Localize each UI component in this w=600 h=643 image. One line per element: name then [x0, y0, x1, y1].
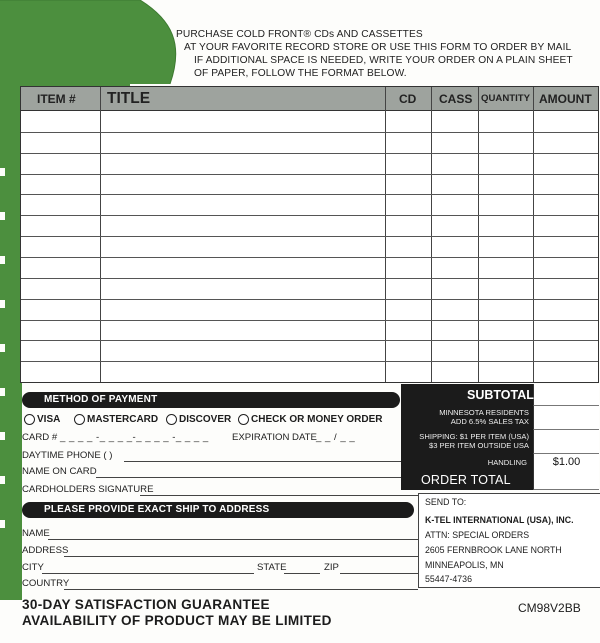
intro-line-4: OF PAPER, FOLLOW THE FORMAT BELOW. — [194, 68, 407, 79]
catalog-code: CM98V2BB — [518, 601, 581, 615]
expiration-date-label: EXPIRATION DATE — [232, 432, 317, 443]
cardholder-signature-label: CARDHOLDERS SIGNATURE — [22, 484, 154, 495]
table-row-divider — [21, 257, 598, 258]
discover-option[interactable] — [166, 414, 231, 425]
radio-circle-icon — [24, 414, 35, 425]
intro-line-1: PURCHASE COLD FRONT® CDs AND CASSETTES — [176, 29, 423, 40]
order-table — [20, 86, 599, 383]
ship-name-field[interactable] — [48, 539, 418, 540]
daytime-phone-label: DAYTIME PHONE ( ) — [22, 450, 113, 461]
mastercard-label: MASTERCARD — [87, 414, 159, 425]
cardholder-signature-field[interactable] — [140, 495, 418, 496]
table-row-divider — [21, 236, 598, 237]
shipping-note-line-2: $3 PER ITEM OUTSIDE USA — [428, 441, 529, 450]
availability-text: AVAILABILITY OF PRODUCT MAY BE LIMITED — [22, 613, 332, 628]
intro-line-3: IF ADDITIONAL SPACE IS NEEDED, WRITE YOUR ORDER ON A PLAIN SHEET — [194, 55, 573, 66]
table-row-divider — [21, 340, 598, 341]
table-row-divider — [21, 174, 598, 175]
intro-line-2: AT YOUR FAVORITE RECORD STORE OR USE THIS FORM TO ORDER BY MAIL — [184, 42, 572, 53]
ship-city-label: CITY — [22, 562, 44, 573]
send-to-label: SEND TO: — [425, 497, 467, 507]
title-column-header: TITLE — [107, 90, 151, 107]
ship-to-heading: PLEASE PROVIDE EXACT SHIP TO ADDRESS — [22, 502, 414, 518]
tax-amount-cell[interactable] — [533, 406, 599, 430]
table-row-divider — [21, 215, 598, 216]
tax-note-line-1: MINNESOTA RESIDENTS — [439, 408, 529, 417]
radio-circle-icon — [166, 414, 177, 425]
visa-label: VISA — [37, 414, 61, 425]
quantity-column-header: QUANTITY — [481, 93, 531, 104]
send-to-address-box — [418, 493, 600, 588]
card-number-field[interactable]: _ _ _ _ -_ _ _ _-_ _ _ _ -_ _ _ _ — [60, 432, 209, 443]
cd-column-header: CD — [399, 92, 417, 106]
item-column-header: ITEM # — [37, 92, 76, 106]
expiration-date-field[interactable]: _ _ / _ _ — [316, 432, 356, 443]
amount-column-header: AMOUNT — [539, 92, 592, 106]
tax-note — [401, 408, 529, 426]
table-row-divider — [21, 278, 598, 279]
cass-column-header: CASS — [439, 92, 473, 106]
send-to-city: MINNEAPOLIS, MN — [425, 560, 504, 570]
ship-state-field[interactable] — [284, 573, 320, 574]
ship-country-field[interactable] — [64, 589, 418, 590]
ship-zip-label: ZIP — [324, 562, 339, 573]
shipping-note — [401, 432, 529, 450]
mastercard-option[interactable] — [74, 414, 158, 425]
card-number-label: CARD # — [22, 432, 58, 443]
ship-name-label: NAME — [22, 528, 50, 539]
ship-address-label: ADDRESS — [22, 545, 69, 556]
name-on-card-label: NAME ON CARD — [22, 466, 97, 477]
send-to-street: 2605 FERNBROOK LANE NORTH — [425, 545, 562, 555]
ship-address-field[interactable] — [64, 556, 418, 557]
name-on-card-field[interactable] — [96, 477, 401, 478]
ship-zip-field[interactable] — [340, 573, 418, 574]
order-total-amount-cell[interactable] — [533, 471, 599, 490]
subtotal-label: SUBTOTAL — [467, 388, 534, 402]
ship-state-label: STATE — [257, 562, 287, 573]
send-to-attn: ATTN: SPECIAL ORDERS — [425, 530, 530, 540]
handling-label: HANDLING — [487, 458, 527, 467]
table-row-divider — [21, 194, 598, 195]
table-row-divider — [21, 361, 598, 362]
radio-circle-icon — [74, 414, 85, 425]
ship-city-field[interactable] — [42, 573, 254, 574]
table-row-divider — [21, 320, 598, 321]
table-row-divider — [21, 153, 598, 154]
subtotal-amount-cell[interactable] — [533, 384, 599, 406]
radio-circle-icon — [238, 414, 249, 425]
send-to-company: K-TEL INTERNATIONAL (USA), INC. — [425, 515, 574, 525]
visa-option[interactable] — [24, 414, 60, 425]
handling-amount: $1.00 — [533, 454, 599, 471]
discover-label: DISCOVER — [179, 414, 232, 425]
check-money-order-option[interactable] — [238, 414, 383, 425]
table-row-divider — [21, 132, 598, 133]
send-to-zip: 55447-4736 — [425, 574, 472, 584]
order-total-label: ORDER TOTAL — [421, 473, 511, 487]
check-money-order-label: CHECK OR MONEY ORDER — [251, 414, 383, 425]
ship-country-label: COUNTRY — [22, 578, 70, 589]
shipping-amount-cell[interactable] — [533, 430, 599, 454]
daytime-phone-field[interactable] — [124, 461, 401, 462]
table-row-divider — [21, 299, 598, 300]
totals-box — [401, 384, 599, 490]
guarantee-text: 30-DAY SATISFACTION GUARANTEE — [22, 597, 270, 612]
shipping-note-line-1: SHIPPING: $1 PER ITEM (USA) — [419, 432, 529, 441]
payment-method-heading: METHOD OF PAYMENT — [22, 392, 400, 408]
intro-text — [176, 28, 596, 80]
tax-note-line-2: ADD 6.5% SALES TAX — [450, 417, 529, 426]
